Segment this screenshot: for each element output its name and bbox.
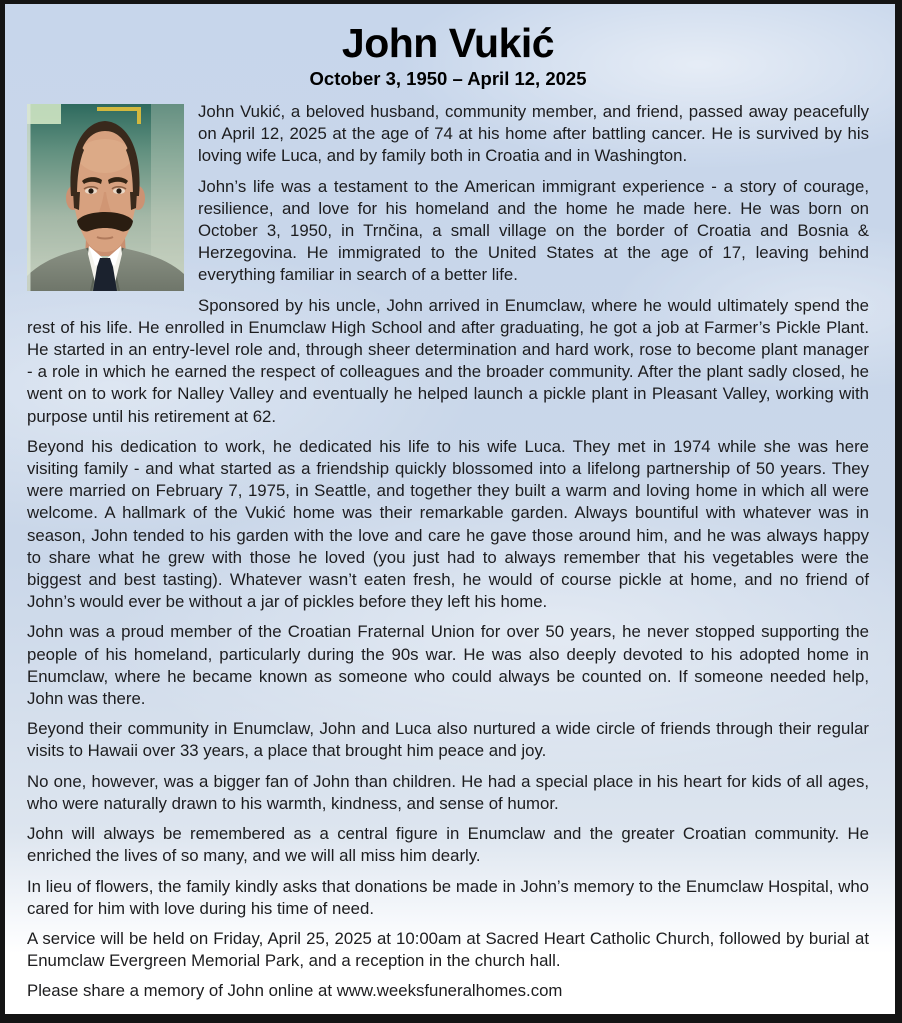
- obituary-body: [27, 101, 869, 1003]
- deceased-name: John Vukić: [341, 20, 555, 66]
- paragraph-immigration: John’s life was a testament to the American immigrant experience - a story of courage, resilience, and love for his homeland and the home he made here. He was born on October 3, 1950, in Trnčina, a small village on the border of Croatia and Bosnia & Herzegovina. He immigrated to the United States at the age of 17, leaving behind everything familiar in search of a better life.: [198, 176, 869, 285]
- paragraph-service-details: A service will be held on Friday, April 25, 2025 at 10:00am at Sacred Heart Catholic Church, followed by burial at Enumclaw Evergreen Memorial Park, and a reception in the church hall.: [27, 928, 869, 971]
- paragraph-children: No one, however, was a bigger fan of John than children. He had a special place in his heart for kids of all ages, who were naturally drawn to his warmth, kindness, and sense of humor.: [27, 771, 869, 813]
- paragraph-marriage-garden: Beyond his dedication to work, he dedicated his life to his wife Luca. They met in 1974 while she was here visiting family - and what started as a friendship quickly blossomed into a lifelong partnership of 50 years. They were married on February 7, 1975, in Seattle, and together they built a warm and loving home in which all were welcome. A hallmark of the Vukić home was their remarkable garden. Always bountiful with whatever was in season, John tended to his garden with the love and care he gave those around him, and he was always happy to share what he grew with those he loved (you just had to always remember that his vegetables were the biggest and best tasting). Whatever wasn’t eaten fresh, he would of course pickle at home, and no friend of John’s would ever be without a jar of pickles before they left his home.: [27, 436, 869, 612]
- paragraph-career: Sponsored by his uncle, John arrived in Enumclaw, where he would ultimately spend the rest of his life. He enrolled in Enumclaw High School and after graduating, he got a job at Farmer’s Pickle Plant. He started in an entry-level role and, through sheer determination and hard work, rose to become plant manager - a role in which he earned the respect of colleagues and the broader community. After the plant sadly closed, he went on to work for Nalley Valley and eventually he helped launch a pickle plant in Pleasant Valley, working with purpose until his retirement at 62.: [27, 295, 869, 426]
- paragraph-share-memory: Please share a memory of John online at www.weeksfuneralhomes.com: [27, 981, 563, 1001]
- obituary-header: [27, 20, 869, 89]
- life-dates: October 3, 1950 – April 12, 2025: [309, 68, 587, 89]
- paragraph-intro: John Vukić, a beloved husband, community member, and friend, passed away peacefully on April 12, 2025 at the age of 74 at his home after battling cancer. He is survived by his loving wife Luca, and by family both in Croatia and in Washington.: [198, 102, 869, 166]
- paragraph-community: John was a proud member of the Croatian Fraternal Union for over 50 years, he never stopped supporting the people of his homeland, particularly during the 90s war. He was also deeply devoted to his adopted home in Enumclaw, where he became known as someone who could always be counted on. If someone needed help, John was there.: [27, 622, 869, 709]
- paragraph-remembrance: John will always be remembered as a central figure in Enumclaw and the greater Croatian community. He enriched the lives of so many, and we will all miss him dearly.: [27, 824, 869, 866]
- portrait-photo: [27, 104, 184, 291]
- paragraph-hawaii: Beyond their community in Enumclaw, John and Luca also nurtured a wide circle of friends through their regular visits to Hawaii over 33 years, a place that brought him peace and joy.: [27, 719, 869, 761]
- paragraph-donations: In lieu of flowers, the family kindly asks that donations be made in John’s memory to the Enumclaw Hospital, who cared for him with love during his time of need.: [27, 876, 869, 918]
- obituary-content: [5, 4, 895, 1003]
